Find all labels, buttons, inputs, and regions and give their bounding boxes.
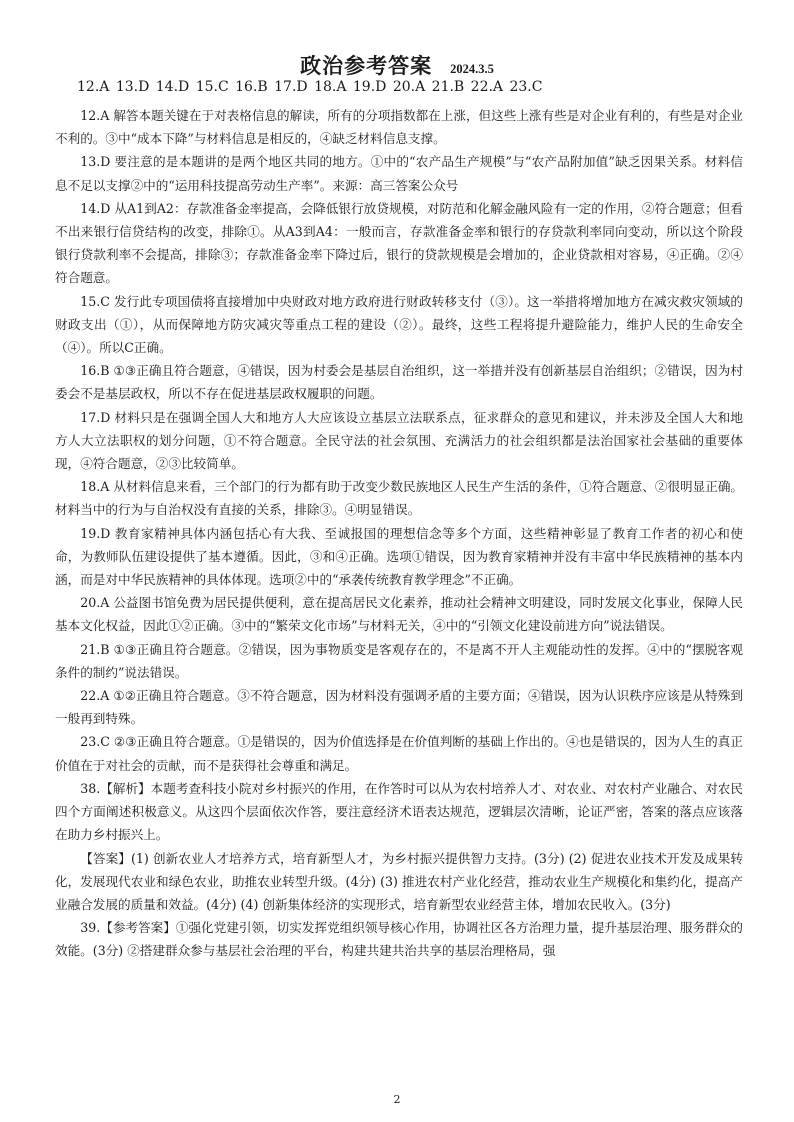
explanation-q15: 15.C 发行此专项国债将直接增加中央财政对地方政府进行财政转移支付（③）。这一举措将增加地方在减灾救灾领域的财政支出（①），从而保障地方防灾减灾等重点工程的建设（②）。最终，这些工程将提升避险能力，维护人民的生命安全（④）。所以C正确。: [55, 293, 743, 356]
explanation-q14: 14.D 从A1到A2：存款准备金率提高，会降低银行放贷规模，对防范和化解金融风险有一定的作用，②符合题意；但看不出来银行信贷结构的改变，排除①。从A3到A4：一般而言，存款准备金率和银行的存贷款利率同向变动，所以这个阶段银行贷款利率不会提高，排除③；存款准备金率下降过后，银行的贷款规模是会增加的，企业贷款相对容易，④正确。②④符合题意。: [55, 200, 743, 286]
explanation-q20: 20.A 公益图书馆免费为居民提供便利，意在提高居民文化素养，推动社会精神文明建设，同时发展文化事业，保障人民基本文化权益，因此①②正确。③中的“繁荣文化市场”与材料无关，④中的“引领文化建设前进方向”说法错误。: [55, 595, 744, 634]
explanation-q19: 19.D 教育家精神具体内涵包括心有大我、至诚报国的理想信念等多个方面，这些精神彰显了教育工作者的初心和使命，为教师队伍建设提供了基本遵循。因此，③和④正确。选项①错误，因为教育家精神并没有丰富中华民族精神的基本内涵，而是对中华民族精神的具体体现。选项②中的“承袭传统教育教学理念”不正确。: [55, 525, 743, 588]
page-number: 2: [393, 1093, 401, 1106]
explanation-q23: 23.C ②③正确且符合题意。①是错误的，因为价值选择是在价值判断的基础上作出的。④也是错误的，因为人生的真正价值在于对社会的贡献，而不是获得社会尊重和满足。: [55, 734, 743, 773]
explanation-q22: 22.A ①②正确且符合题意。③不符合题意，因为材料没有强调矛盾的主要方面；④错误，因为认识秩序应该是从特殊到一般再到特殊。: [55, 688, 743, 727]
document-date: 2024.3.5: [450, 62, 494, 76]
title-row: [0, 50, 794, 80]
explanation-q21: 21.B ①③正确且符合题意。②错误，因为事物质变是客观存在的，不是离不开人主观能动性的发挥。④中的“摆脱客观条件的制约”说法错误。: [55, 641, 743, 680]
explanation-q13: 13.D 要注意的是本题讲的是两个地区共同的地方。①中的“农产品生产规模”与“农产品附加值”缺乏因果关系。材料信息不足以支撑②中的“运用科技提高劳动生产率”。来源：高三答案公众号: [55, 154, 743, 193]
explanations: [55, 104, 743, 963]
explanation-q17: 17.D 材料只是在强调全国人大和地方人大应该设立基层立法联系点，征求群众的意见和建议，并未涉及全国人大和地方人大立法职权的划分问题，①不符合题意。全民守法的社会氛围、充满活力的社会组织都是法治国家社会基础的重要体现，④符合题意，②③比较简单。: [55, 409, 743, 472]
page-title: 政治参考答案: [300, 54, 433, 78]
answer-q39: 39.【参考答案】①强化党建引领，切实发挥党组织领导核心作用，协调社区各方治理力量，提升基层治理、服务群众的效能。(3分) ②搭建群众参与基层社会治理的平台，构建共建共治共享的基层治理格局，强: [55, 920, 743, 959]
explanation-q18: 18.A 从材料信息来看，三个部门的行为都有助于改变少数民族地区人民生产生活的条件，①符合题意、②很明显正确。材料当中的行为与自治权没有直接的关系，排除③。④明显错误。: [55, 479, 744, 518]
explanation-q12: 12.A 解答本题关键在于对表格信息的解读，所有的分项指数都在上涨，但这些上涨有些是对企业有利的，有些是对企业不利的。③中“成本下降”与材料信息是相反的，④缺乏材料信息支撑。: [55, 108, 744, 147]
answer-key-line: 12.A 13.D 14.D 15.C 16.B 17.D 18.A 19.D 20.A 21.B 22.A 23.C: [77, 79, 543, 95]
analysis-q38: 38.【解析】本题考查科技小院对乡村振兴的作用，在作答时可以从为农村培养人才、对农业、对农村产业融合、对农民四个方面阐述积极意义。从这四个层面依次作答，要注意经济术语表达规范，逻辑层次清晰，论证严密，答案的落点应该落在助力乡村振兴上。: [55, 780, 743, 843]
explanation-q16: 16.B ①③正确且符合题意，④错误，因为村委会是基层自治组织，这一举措并没有创新基层自治组织；②错误，因为村委会不是基层政权，所以不存在促进基层政权履职的问题。: [55, 363, 743, 402]
answer-q38: 【答案】(1) 创新农业人才培养方式，培育新型人才，为乡村振兴提供智力支持。(3分) (2) 促进农业技术开发及成果转化，发展现代农业和绿色农业，助推农业转型升级。(4分) (3) 推进农村产业化经营，推动农业生产规模化和集约化，提高产业融合发展的质量和效益。(4分) (4) 创新集体经济的实现形式，培育新型农业经营主体，增加农民收入。(3分): [55, 850, 743, 912]
